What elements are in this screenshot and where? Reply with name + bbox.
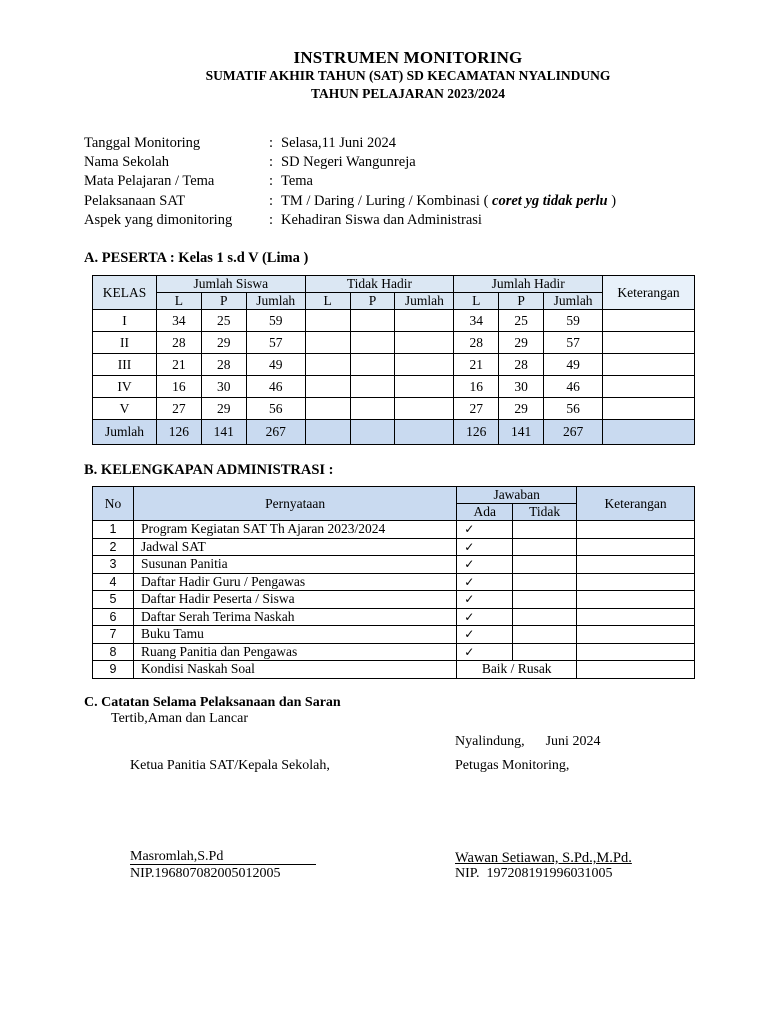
cell-js-p: 28 — [201, 354, 246, 376]
cell-th-l — [305, 398, 350, 420]
cell-no: 2 — [93, 538, 134, 556]
cell-keterangan — [603, 376, 695, 398]
cell-keterangan — [577, 643, 695, 661]
table-row — [93, 643, 695, 661]
cell-jh-jumlah: 49 — [544, 354, 603, 376]
info-value: SD Negeri Wangunreja — [281, 154, 416, 171]
cell-jh-p: 141 — [499, 420, 544, 445]
header-keterangan: Keterangan — [577, 487, 695, 521]
cell-js-jumlah: 267 — [246, 420, 305, 445]
cell-keterangan — [577, 608, 695, 626]
cell-jh-l: 34 — [454, 310, 499, 332]
header-l: L — [156, 293, 201, 310]
cell-jh-l: 16 — [454, 376, 499, 398]
cell-no: 9 — [93, 661, 134, 679]
section-c-title: C. Catatan Selama Pelaksanaan dan Saran — [84, 695, 341, 710]
info-value — [281, 193, 616, 212]
cell-pernyataan: Jadwal SAT — [133, 538, 456, 556]
cell-js-l: 34 — [156, 310, 201, 332]
cell-th-l — [305, 376, 350, 398]
cell-js-jumlah: 59 — [246, 310, 305, 332]
administration-rows — [93, 521, 695, 661]
cell-no: 6 — [93, 608, 134, 626]
cell-no: 8 — [93, 643, 134, 661]
cell-js-l: 28 — [156, 332, 201, 354]
info-label: Nama Sekolah — [84, 154, 169, 171]
header-l: L — [305, 293, 350, 310]
cell-js-p: 141 — [201, 420, 246, 445]
cell-keterangan — [603, 398, 695, 420]
cell-jawaban: Baik / Rusak — [457, 661, 577, 679]
section-a-title: A. PESERTA : Kelas 1 s.d V (Lima ) — [84, 250, 309, 266]
cell-jh-p: 29 — [499, 398, 544, 420]
info-row-subject — [84, 173, 616, 192]
cell-th-l — [305, 420, 350, 445]
info-separator: : — [269, 192, 274, 209]
cell-th-jumlah — [395, 420, 454, 445]
table-row — [93, 310, 695, 332]
signature-left-nip: NIP.196807082005012005 — [130, 866, 281, 881]
cell-tidak — [513, 591, 577, 609]
section-c-note: Tertib,Aman dan Lancar — [111, 711, 249, 726]
cell-keterangan — [577, 626, 695, 644]
cell-jh-jumlah: 56 — [544, 398, 603, 420]
cell-tidak — [513, 643, 577, 661]
cell-jh-p: 30 — [499, 376, 544, 398]
table-row — [93, 521, 695, 539]
cell-th-jumlah — [395, 310, 454, 332]
table-row — [93, 538, 695, 556]
cell-jh-jumlah: 57 — [544, 332, 603, 354]
cell-th-l — [305, 310, 350, 332]
cell-js-jumlah: 57 — [246, 332, 305, 354]
cell-th-jumlah — [395, 398, 454, 420]
table-row — [93, 354, 695, 376]
header-no: No — [93, 487, 134, 521]
header-jumlah-hadir: Jumlah Hadir — [454, 276, 603, 293]
cell-tidak — [513, 626, 577, 644]
cell-kelas: I — [93, 310, 157, 332]
table-row-total — [93, 420, 695, 445]
document-year: TAHUN PELAJARAN 2023/2024 — [310, 86, 505, 101]
info-value: Kehadiran Siswa dan Administrasi — [281, 211, 482, 228]
cell-th-jumlah — [395, 376, 454, 398]
header-jawaban: Jawaban — [457, 487, 577, 504]
table-row — [93, 626, 695, 644]
header-jumlah: Jumlah — [246, 293, 305, 310]
checkmark-icon: ✓ — [457, 591, 513, 609]
cell-js-l: 27 — [156, 398, 201, 420]
cell-kelas: Jumlah — [93, 420, 157, 445]
info-row-date — [84, 135, 616, 154]
info-label: Tanggal Monitoring — [84, 135, 201, 151]
cell-jh-l: 28 — [454, 332, 499, 354]
cell-js-jumlah: 56 — [246, 398, 305, 420]
cell-jh-jumlah: 46 — [544, 376, 603, 398]
cell-pernyataan: Buku Tamu — [133, 626, 456, 644]
table-row — [93, 573, 695, 591]
info-value-end: ) — [607, 192, 617, 209]
cell-jh-jumlah: 267 — [544, 420, 603, 445]
info-block — [84, 135, 616, 231]
cell-keterangan — [603, 310, 695, 332]
table-row-condition — [93, 661, 695, 679]
signature-right-nip: NIP. 197208191996031005 — [455, 866, 613, 881]
cell-jh-l: 126 — [454, 420, 499, 445]
cell-th-p — [350, 310, 395, 332]
info-label: Mata Pelajaran / Tema — [84, 173, 215, 190]
cell-no: 7 — [93, 626, 134, 644]
cell-tidak — [513, 521, 577, 539]
cell-js-l: 126 — [156, 420, 201, 445]
signature-place-date: Nyalindung, Juni 2024 — [455, 734, 601, 749]
info-separator: : — [269, 135, 274, 151]
table-row — [93, 376, 695, 398]
participant-rows — [93, 310, 695, 420]
info-row-aspect — [84, 212, 616, 231]
signature-right-name: Wawan Setiawan, S.Pd.,M.Pd. — [455, 850, 632, 866]
cell-js-jumlah: 49 — [246, 354, 305, 376]
header-keterangan: Keterangan — [603, 276, 695, 310]
cell-keterangan — [577, 521, 695, 539]
table-row — [93, 591, 695, 609]
cell-th-jumlah — [395, 332, 454, 354]
cell-kelas: III — [93, 354, 157, 376]
cell-keterangan — [577, 591, 695, 609]
document-subtitle: SUMATIF AKHIR TAHUN (SAT) SD KECAMATAN NYALINDUNG — [205, 68, 611, 83]
cell-pernyataan: Program Kegiatan SAT Th Ajaran 2023/2024 — [133, 521, 456, 539]
cell-th-p — [350, 398, 395, 420]
cell-tidak — [513, 538, 577, 556]
checkmark-icon: ✓ — [457, 538, 513, 556]
document-title: INSTRUMEN MONITORING — [293, 48, 523, 67]
info-row-school — [84, 154, 616, 173]
info-value: Tema — [281, 173, 313, 190]
cell-no: 3 — [93, 556, 134, 574]
cell-jh-p: 29 — [499, 332, 544, 354]
cell-jh-jumlah: 59 — [544, 310, 603, 332]
table-row — [93, 608, 695, 626]
cell-kelas: V — [93, 398, 157, 420]
info-separator: : — [269, 154, 274, 171]
cell-jh-l: 27 — [454, 398, 499, 420]
cell-no: 1 — [93, 521, 134, 539]
checkmark-icon: ✓ — [457, 643, 513, 661]
cell-pernyataan: Daftar Hadir Peserta / Siswa — [133, 591, 456, 609]
header-kelas: KELAS — [93, 276, 157, 310]
cell-tidak — [513, 573, 577, 591]
cell-keterangan — [577, 573, 695, 591]
cell-pernyataan: Daftar Serah Terima Naskah — [133, 608, 456, 626]
cell-pernyataan: Ruang Panitia dan Pengawas — [133, 643, 456, 661]
cell-keterangan — [577, 556, 695, 574]
cell-keterangan — [603, 332, 695, 354]
info-separator: : — [269, 173, 274, 190]
info-label: Aspek yang dimonitoring — [84, 211, 233, 228]
header-jumlah: Jumlah — [544, 293, 603, 310]
cell-th-jumlah — [395, 354, 454, 376]
header-pernyataan: Pernyataan — [133, 487, 456, 521]
cell-keterangan — [603, 354, 695, 376]
table-row — [93, 332, 695, 354]
checkmark-icon: ✓ — [457, 608, 513, 626]
participant-table — [92, 275, 695, 445]
signature-left-name: Masromlah,S.Pd — [130, 850, 316, 865]
cell-no: 5 — [93, 591, 134, 609]
cell-js-p: 29 — [201, 398, 246, 420]
cell-jh-l: 21 — [454, 354, 499, 376]
signature-right-role: Petugas Monitoring, — [455, 758, 570, 773]
cell-th-l — [305, 354, 350, 376]
cell-th-p — [350, 376, 395, 398]
cell-tidak — [513, 556, 577, 574]
header-l: L — [454, 293, 499, 310]
cell-keterangan — [577, 538, 695, 556]
header-p: P — [499, 293, 544, 310]
info-separator: : — [269, 211, 274, 228]
cell-keterangan — [603, 420, 695, 445]
cell-pernyataan: Kondisi Naskah Soal — [133, 661, 456, 679]
cell-js-l: 16 — [156, 376, 201, 398]
cell-pernyataan: Daftar Hadir Guru / Pengawas — [133, 573, 456, 591]
cell-js-p: 30 — [201, 376, 246, 398]
info-value-text: TM / Daring / Luring / Kombinasi ( — [281, 192, 493, 209]
cell-js-p: 29 — [201, 332, 246, 354]
header-p: P — [201, 293, 246, 310]
cell-js-p: 25 — [201, 310, 246, 332]
header-ada: Ada — [457, 504, 513, 521]
header-jumlah-siswa: Jumlah Siswa — [156, 276, 305, 293]
cell-kelas: IV — [93, 376, 157, 398]
cell-th-p — [350, 354, 395, 376]
header-p: P — [350, 293, 395, 310]
cell-tidak — [513, 608, 577, 626]
cell-pernyataan: Susunan Panitia — [133, 556, 456, 574]
administration-table — [92, 486, 695, 679]
header-tidak-hadir: Tidak Hadir — [305, 276, 454, 293]
info-value: Selasa,11 Juni 2024 — [281, 135, 397, 151]
header-jumlah: Jumlah — [395, 293, 454, 310]
cell-th-p — [350, 420, 395, 445]
signature-left-role: Ketua Panitia SAT/Kepala Sekolah, — [130, 758, 330, 773]
table-row — [93, 556, 695, 574]
cell-jh-p: 28 — [499, 354, 544, 376]
cell-js-jumlah: 46 — [246, 376, 305, 398]
cell-jh-p: 25 — [499, 310, 544, 332]
cell-js-l: 21 — [156, 354, 201, 376]
info-label: Pelaksanaan SAT — [84, 192, 186, 209]
info-row-implementation — [84, 193, 616, 212]
cell-kelas: II — [93, 332, 157, 354]
header-tidak: Tidak — [513, 504, 577, 521]
cell-no: 4 — [93, 573, 134, 591]
checkmark-icon: ✓ — [457, 556, 513, 574]
checkmark-icon: ✓ — [457, 521, 513, 539]
checkmark-icon: ✓ — [457, 573, 513, 591]
cell-keterangan — [577, 661, 695, 679]
checkmark-icon: ✓ — [457, 626, 513, 644]
info-value-emphasis: coret yg tidak perlu — [492, 192, 608, 209]
section-b-title: B. KELENGKAPAN ADMINISTRASI : — [84, 462, 334, 478]
cell-th-l — [305, 332, 350, 354]
table-row — [93, 398, 695, 420]
cell-th-p — [350, 332, 395, 354]
